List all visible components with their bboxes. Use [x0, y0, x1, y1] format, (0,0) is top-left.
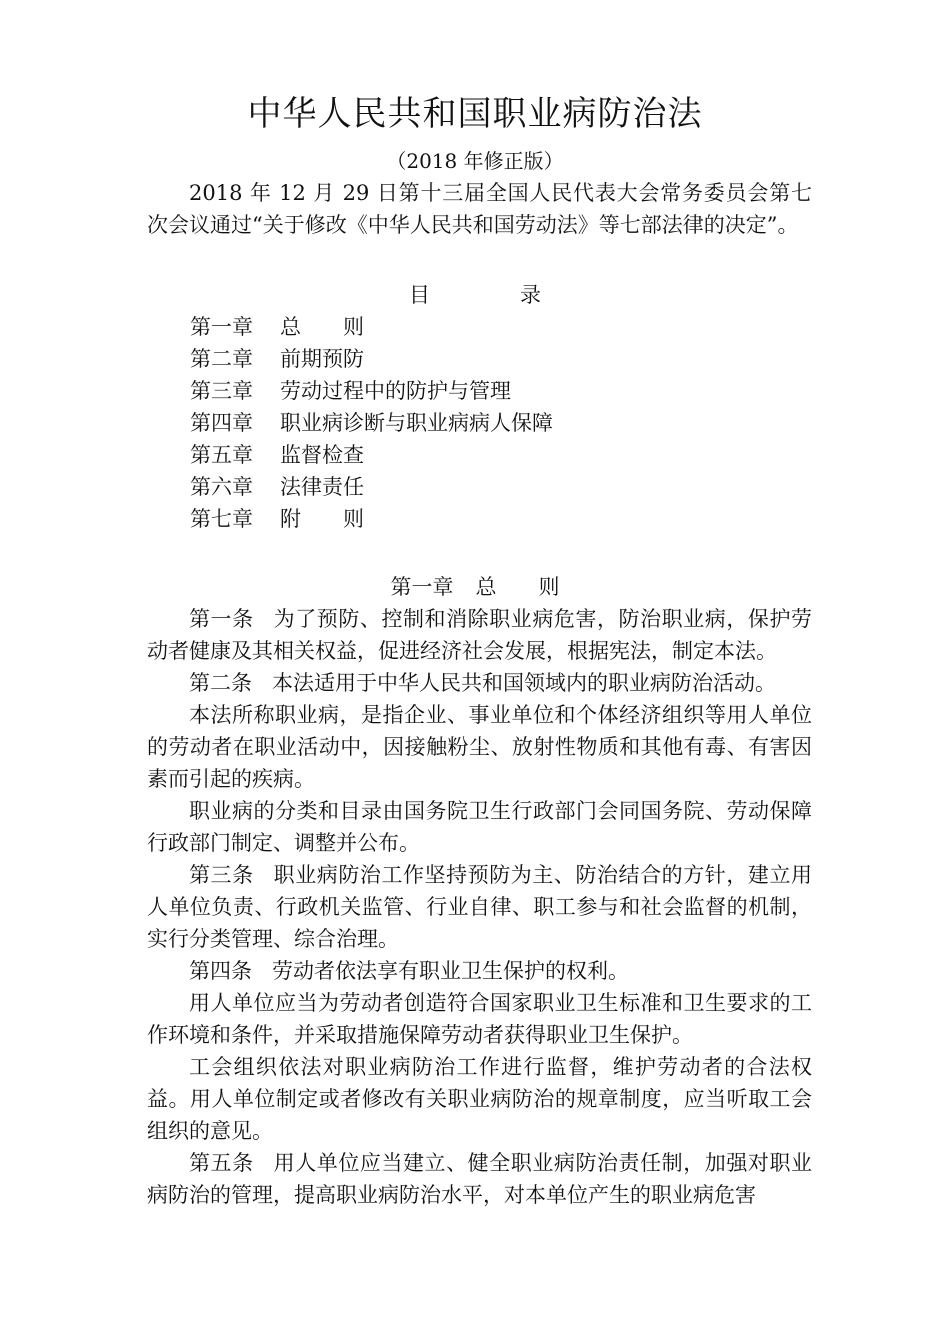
- toc-item-name: 劳动过程中的防护与管理: [280, 379, 511, 403]
- edition-note: （2018 年修正版）: [386, 149, 564, 173]
- toc-item-name: 前期预防: [280, 347, 364, 371]
- article-paragraph: [147, 795, 812, 859]
- article-paragraph: [147, 987, 812, 1051]
- paragraph-text: 为了预防、控制和消除职业病危害，防治职业病，保护劳动者健康及其相关权益，促进经济社会发展，根据宪法，制定本法。: [147, 607, 813, 663]
- paragraph-text: 本法适用于中华人民共和国领域内的职业病防治活动。: [272, 671, 776, 695]
- toc-item: [190, 343, 553, 375]
- article-number: 第一条: [189, 607, 254, 631]
- toc-item-number: 第五章: [190, 443, 253, 467]
- toc-item-name: 监督检查: [280, 443, 364, 467]
- toc-item-name: 法律责任: [280, 475, 364, 499]
- toc-item: [190, 407, 553, 439]
- toc-item-number: 第一章: [190, 315, 253, 339]
- toc-item: [190, 311, 553, 343]
- article-paragraph: [147, 859, 812, 955]
- intro-paragraph: [147, 177, 812, 241]
- article-paragraph: [147, 699, 812, 795]
- toc-item: [190, 439, 553, 471]
- paragraph-text: 用人单位应当建立、健全职业病防治责任制，加强对职业病防治的管理，提高职业病防治水平，对本单位产生的职业病危害: [147, 1151, 813, 1207]
- toc-item-number: 第六章: [190, 475, 253, 499]
- article-paragraph: [147, 667, 812, 699]
- article-number: 第五条: [189, 1151, 254, 1175]
- chapter-number: 第一章: [390, 575, 454, 599]
- toc-heading-right: 录: [520, 283, 541, 307]
- toc-heading-left: 目: [409, 283, 430, 307]
- toc-item-name: 附 则: [280, 507, 364, 531]
- document-title: 中华人民共和国职业病防治法: [247, 94, 703, 134]
- article-number: 第三条: [189, 863, 254, 887]
- intro-text: 2018 年 12 月 29 日第十三届全国人民代表大会常务委员会第七次会议通过“关于修改《中华人民共和国劳动法》等七部法律的决定”。: [147, 181, 812, 237]
- paragraph-text: 工会组织依法对职业病防治工作进行监督，维护劳动者的合法权益。用人单位制定或者修改有关职业病防治的规章制度，应当听取工会组织的意见。: [147, 1055, 812, 1143]
- article-paragraph: [147, 1051, 812, 1147]
- toc-item-name: 总 则: [280, 315, 364, 339]
- paragraph-text: 用人单位应当为劳动者创造符合国家职业卫生标准和卫生要求的工作环境和条件，并采取措施保障劳动者获得职业卫生保护。: [147, 991, 812, 1047]
- article-number: 第四条: [189, 959, 252, 983]
- chapter-name: 总 则: [475, 575, 560, 599]
- article-paragraph: [147, 1147, 812, 1211]
- toc-item-number: 第七章: [190, 507, 253, 531]
- article-number: 第二条: [189, 671, 252, 695]
- chapter-body: [147, 603, 812, 1211]
- paragraph-text: 职业病的分类和目录由国务院卫生行政部门会同国务院、劳动保障行政部门制定、调整并公布。: [147, 799, 812, 855]
- toc-item: [190, 503, 553, 535]
- toc-item-number: 第二章: [190, 347, 253, 371]
- toc-item: [190, 471, 553, 503]
- paragraph-text: 职业病防治工作坚持预防为主、防治结合的方针，建立用人单位负责、行政机关监管、行业自律、职工参与和社会监督的机制，实行分类管理、综合治理。: [147, 863, 813, 951]
- toc-heading: [0, 279, 950, 311]
- toc-item-number: 第三章: [190, 379, 253, 403]
- toc-item: [190, 375, 553, 407]
- toc-item-number: 第四章: [190, 411, 253, 435]
- toc-item-name: 职业病诊断与职业病病人保障: [280, 411, 553, 435]
- article-paragraph: [147, 955, 812, 987]
- paragraph-text: 劳动者依法享有职业卫生保护的权利。: [272, 959, 629, 983]
- paragraph-text: 本法所称职业病，是指企业、事业单位和个体经济组织等用人单位的劳动者在职业活动中，因接触粉尘、放射性物质和其他有毒、有害因素而引起的疾病。: [147, 703, 812, 791]
- article-paragraph: [147, 603, 812, 667]
- table-of-contents: [190, 311, 553, 535]
- chapter-heading: [0, 571, 950, 603]
